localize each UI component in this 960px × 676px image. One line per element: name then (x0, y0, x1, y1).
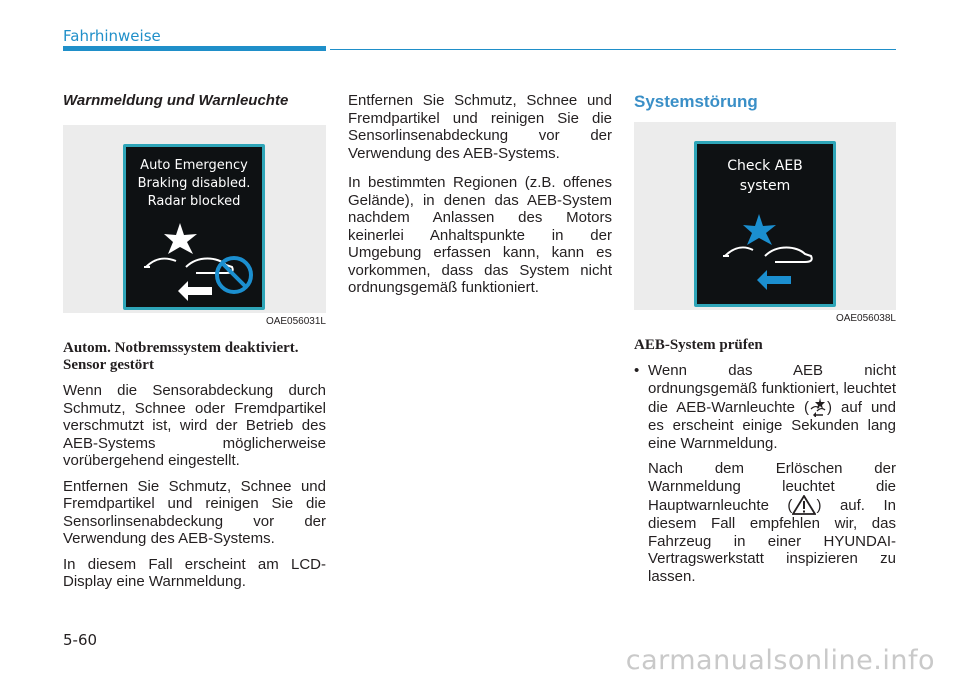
screen-line-3: Radar blocked (147, 194, 241, 209)
paragraph-text-end: ) auf. In diesem Fall empfehlen wir, das Fahrzeug in einer HYUNDAI-Vertragswerkstatt inspizieren zu lassen. (648, 497, 897, 585)
car-icon (144, 259, 176, 267)
column-1 (63, 92, 326, 599)
subheading: AEB-System prüfen (634, 337, 763, 353)
collision-graphic (126, 217, 262, 307)
prohibited-icon (217, 258, 251, 292)
collision-star-icon (743, 214, 776, 245)
figure-radar-blocked (63, 125, 326, 313)
master-warning-triangle-icon (792, 495, 816, 515)
paragraph: Entfernen Sie Schmutz, Schnee und Fremdpartikel und reinigen Sie die Sensorlinsenabdeckung vor der Verwendung des AEB-Systems. (63, 477, 326, 547)
column-2 (348, 92, 612, 305)
paragraph (634, 460, 896, 585)
bullet-text-start: Wenn das AEB nicht ordnungsgemäß funktioniert, leuchtet die AEB-Warnleuchte ( (648, 362, 896, 416)
lcd-screen (694, 141, 836, 307)
warning-heading: Warnmeldung und Warnleuchte (63, 92, 289, 109)
system-failure-heading: Systemstörung (634, 92, 758, 111)
column-3 (634, 92, 896, 593)
screen-line-2: Braking disabled. (137, 176, 251, 191)
arrow-icon (767, 276, 791, 284)
bullet-list (634, 362, 896, 452)
paragraph: In bestimmten Regionen (z.B. offenes Gelände), in denen das AEB-System nachdem Anlassen des Motors keinerlei Anhaltspunkte in der Umgebung erfassen kann, kann es vorkommen, dass das System nicht ordnungsgemäß funktioniert. (348, 174, 612, 296)
car-icon (723, 248, 753, 256)
collision-graphic (697, 204, 833, 294)
paragraph-text-start: Nach dem Erlöschen der Warnmeldung leuchtet die Hauptwarnleuchte ( (648, 460, 896, 514)
header-rule-thin (330, 49, 896, 50)
paragraph: Entfernen Sie Schmutz, Schnee und Fremdpartikel und reinigen Sie die Sensorlinsenabdeckung vor der Verwendung des AEB-Systems. (348, 92, 612, 162)
lcd-screen (123, 144, 265, 310)
figure-code: OAE056038L (835, 313, 896, 324)
subheading: Autom. Notbremssystem deaktiviert. Sensor gestört (63, 340, 299, 373)
figure-code: OAE056031L (265, 316, 326, 327)
page-number: 5-60 (63, 631, 98, 649)
figure-check-aeb (634, 122, 896, 310)
paragraph: In diesem Fall erscheint am LCD-Display eine Warnmeldung. (63, 555, 326, 590)
watermark: carmanualsonline.info (625, 645, 935, 676)
screen-line-1: Check AEB (727, 158, 803, 174)
screen-line-1: Auto Emergency (140, 158, 248, 173)
aeb-warning-icon (809, 397, 827, 417)
list-item (634, 362, 896, 452)
screen-line-2: system (739, 178, 791, 194)
arrow-icon (188, 287, 212, 295)
bullet-marker: • (634, 362, 640, 379)
section-title: Fahrhinweise (63, 27, 161, 45)
header-rule-thick (63, 46, 326, 51)
collision-star-icon (164, 223, 197, 254)
bullet-text-end: ) auf und es erscheint einige Sekunden lang eine Warnmeldung. (648, 399, 896, 452)
paragraph: Wenn die Sensorabdeckung durch Schmutz, Schnee oder Fremdpartikel verschmutzt ist, wird der Betrieb des AEB-Systems möglicherweise vorübergehend eingestellt. (63, 382, 326, 469)
